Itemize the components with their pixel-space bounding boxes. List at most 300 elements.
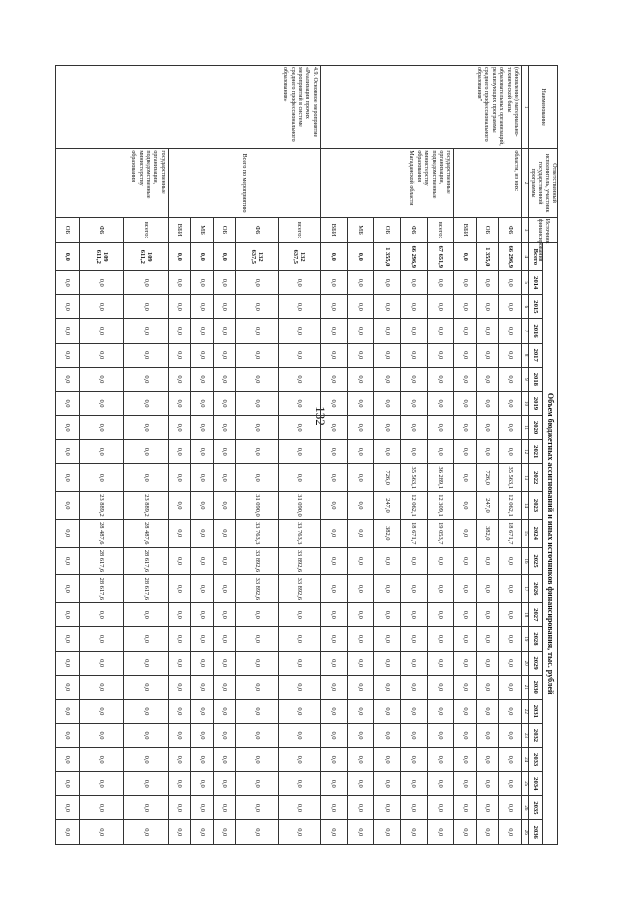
value-cell: 35 563,1 [499, 464, 522, 492]
value-cell: 0,0 [79, 343, 123, 367]
value-cell: 33 763,3 [278, 519, 320, 547]
value-cell: 0,0 [213, 796, 236, 820]
responsible-cell: государственные организации, подведомственные министерству образования Магаданской области [320, 149, 454, 217]
value-cell: 0,0 [236, 271, 278, 295]
value-cell: 0,0 [278, 723, 320, 747]
value-cell: 0,0 [191, 651, 214, 675]
value-cell: 0,0 [168, 796, 191, 820]
value-cell: 0,0 [79, 603, 123, 627]
value-cell: 0,0 [56, 675, 80, 699]
value-cell: 0,0 [79, 748, 123, 772]
value-cell: 0,0 [499, 627, 522, 651]
value-cell: 31 090,0 [278, 492, 320, 520]
total-cell: 0,0 [168, 243, 191, 271]
value-cell: 0,0 [191, 547, 214, 575]
value-cell: 33 763,3 [236, 519, 278, 547]
value-cell: 0,0 [374, 295, 401, 319]
value-cell: 0,0 [454, 723, 477, 747]
value-cell: 0,0 [236, 699, 278, 723]
value-cell: 0,0 [499, 820, 522, 845]
value-cell: 0,0 [56, 271, 80, 295]
value-cell: 19 053,7 [427, 519, 454, 547]
value-cell: 0,0 [499, 603, 522, 627]
value-cell: 0,0 [213, 416, 236, 440]
value-cell: 0,0 [191, 440, 214, 464]
value-cell: 0,0 [499, 699, 522, 723]
value-cell: 0,0 [476, 603, 499, 627]
value-cell: 0,0 [347, 575, 374, 603]
value-cell: 0,0 [454, 699, 477, 723]
value-cell: 0,0 [476, 651, 499, 675]
value-cell: 0,0 [347, 367, 374, 391]
value-cell: 0,0 [278, 748, 320, 772]
value-cell: 0,0 [79, 367, 123, 391]
source-cell: ОБ [374, 217, 401, 243]
value-cell: 0,0 [79, 651, 123, 675]
value-cell: 0,0 [427, 772, 454, 796]
value-cell: 0,0 [213, 748, 236, 772]
year-header: 2018 [529, 367, 544, 391]
col-volume-header: Объем бюджетных ассигнований и иных источников финансирования, тыс. рублей [543, 243, 558, 845]
value-cell: 0,0 [476, 772, 499, 796]
value-cell: 0,0 [79, 820, 123, 845]
value-cell: 0,0 [374, 603, 401, 627]
value-cell: 0,0 [213, 319, 236, 343]
value-cell: 0,0 [401, 343, 428, 367]
value-cell: 0,0 [213, 492, 236, 520]
value-cell: 0,0 [320, 603, 347, 627]
year-header: 2024 [529, 519, 544, 547]
value-cell: 0,0 [427, 319, 454, 343]
value-cell: 0,0 [427, 796, 454, 820]
column-index: 26 [522, 820, 529, 845]
value-cell: 0,0 [191, 519, 214, 547]
value-cell: 0,0 [427, 575, 454, 603]
value-cell: 0,0 [374, 675, 401, 699]
value-cell: 0,0 [427, 367, 454, 391]
value-cell: 0,0 [454, 367, 477, 391]
value-cell: 0,0 [213, 675, 236, 699]
value-cell: 33 892,6 [236, 547, 278, 575]
source-cell: всего: [427, 217, 454, 243]
value-cell: 0,0 [236, 319, 278, 343]
value-cell: 0,0 [401, 603, 428, 627]
value-cell: 0,0 [168, 603, 191, 627]
value-cell: 0,0 [191, 575, 214, 603]
year-header: 2017 [529, 343, 544, 367]
total-cell: 0,0 [56, 243, 80, 271]
value-cell: 0,0 [427, 820, 454, 845]
value-cell: 0,0 [476, 295, 499, 319]
value-cell: 0,0 [56, 416, 80, 440]
value-cell: 0,0 [191, 295, 214, 319]
year-header: 2028 [529, 627, 544, 651]
value-cell: 0,0 [320, 575, 347, 603]
value-cell: 0,0 [320, 391, 347, 415]
value-cell: 0,0 [476, 748, 499, 772]
column-index: 22 [522, 699, 529, 723]
value-cell: 0,0 [56, 772, 80, 796]
value-cell: 0,0 [320, 343, 347, 367]
col-source-header: Источник финансирования [529, 217, 558, 243]
column-index: 26 [522, 796, 529, 820]
total-cell: 132 637,5 [236, 243, 278, 271]
column-index: 1 [522, 66, 529, 149]
value-cell: 0,0 [476, 723, 499, 747]
source-cell: ОБ [476, 217, 499, 243]
value-cell: 18 671,7 [499, 519, 522, 547]
column-index: 17 [522, 575, 529, 603]
value-cell: 0,0 [476, 575, 499, 603]
value-cell: 0,0 [454, 492, 477, 520]
source-cell: МБ [347, 217, 374, 243]
value-cell: 0,0 [476, 343, 499, 367]
value-cell: 0,0 [236, 748, 278, 772]
value-cell: 0,0 [427, 440, 454, 464]
value-cell: 0,0 [124, 440, 168, 464]
value-cell: 0,0 [278, 343, 320, 367]
value-cell: 0,0 [168, 519, 191, 547]
value-cell: 0,0 [347, 723, 374, 747]
value-cell: 0,0 [401, 367, 428, 391]
value-cell: 0,0 [427, 723, 454, 747]
column-index: 18 [522, 603, 529, 627]
value-cell: 0,0 [454, 391, 477, 415]
value-cell: 0,0 [236, 675, 278, 699]
value-cell: 0,0 [213, 464, 236, 492]
value-cell: 0,0 [454, 440, 477, 464]
value-cell: 0,0 [191, 492, 214, 520]
column-index: 3 [522, 217, 529, 243]
value-cell: 0,0 [168, 343, 191, 367]
value-cell: 0,0 [320, 723, 347, 747]
value-cell: 33 892,6 [236, 575, 278, 603]
value-cell: 0,0 [320, 440, 347, 464]
value-cell: 0,0 [374, 723, 401, 747]
value-cell: 0,0 [56, 699, 80, 723]
value-cell: 0,0 [168, 772, 191, 796]
value-cell: 0,0 [79, 699, 123, 723]
value-cell: 0,0 [278, 772, 320, 796]
value-cell: 0,0 [56, 343, 80, 367]
year-header: 2035 [529, 796, 544, 820]
year-header: 2026 [529, 575, 544, 603]
value-cell: 0,0 [56, 575, 80, 603]
value-cell: 0,0 [124, 675, 168, 699]
total-cell: 0,0 [454, 243, 477, 271]
value-cell: 0,0 [374, 343, 401, 367]
value-cell: 0,0 [320, 748, 347, 772]
value-cell: 0,0 [191, 271, 214, 295]
value-cell: 0,0 [374, 748, 401, 772]
value-cell: 23 889,2 [124, 492, 168, 520]
value-cell: 0,0 [320, 820, 347, 845]
value-cell: 0,0 [401, 675, 428, 699]
value-cell: 0,0 [213, 547, 236, 575]
value-cell: 0,0 [454, 796, 477, 820]
column-index: 9 [522, 367, 529, 391]
value-cell: 0,0 [320, 627, 347, 651]
source-cell: МБ [191, 217, 214, 243]
value-cell: 0,0 [213, 772, 236, 796]
value-cell: 0,0 [56, 464, 80, 492]
total-cell: 67 651,9 [427, 243, 454, 271]
value-cell: 0,0 [320, 464, 347, 492]
value-cell: 0,0 [476, 271, 499, 295]
value-cell: 0,0 [476, 796, 499, 820]
value-cell: 0,0 [374, 271, 401, 295]
value-cell: 0,0 [454, 748, 477, 772]
value-cell: 0,0 [79, 295, 123, 319]
value-cell: 0,0 [191, 675, 214, 699]
value-cell: 33 892,6 [278, 575, 320, 603]
value-cell: 0,0 [278, 391, 320, 415]
value-cell: 0,0 [124, 416, 168, 440]
value-cell: 0,0 [427, 343, 454, 367]
value-cell: 0,0 [427, 416, 454, 440]
value-cell: 0,0 [401, 651, 428, 675]
value-cell: 0,0 [347, 820, 374, 845]
value-cell: 0,0 [499, 295, 522, 319]
column-index: 12 [522, 440, 529, 464]
value-cell: 0,0 [476, 319, 499, 343]
value-cell: 0,0 [124, 295, 168, 319]
value-cell: 0,0 [56, 492, 80, 520]
value-cell: 0,0 [168, 319, 191, 343]
value-cell: 0,0 [236, 820, 278, 845]
value-cell: 0,0 [374, 820, 401, 845]
value-cell: 0,0 [401, 547, 428, 575]
column-index: 14 [522, 492, 529, 520]
value-cell: 28 617,6 [79, 575, 123, 603]
value-cell: 0,0 [499, 748, 522, 772]
value-cell: 382,0 [374, 519, 401, 547]
value-cell: 0,0 [427, 603, 454, 627]
value-cell: 0,0 [499, 416, 522, 440]
value-cell: 0,0 [213, 391, 236, 415]
value-cell: 0,0 [213, 603, 236, 627]
column-index: 23 [522, 723, 529, 747]
source-cell: ФБ [401, 217, 428, 243]
value-cell: 0,0 [320, 492, 347, 520]
column-index: 2 [522, 149, 529, 217]
value-cell: 0,0 [401, 627, 428, 651]
total-cell: 0,0 [191, 243, 214, 271]
value-cell: 0,0 [347, 796, 374, 820]
value-cell: 0,0 [79, 440, 123, 464]
value-cell: 0,0 [427, 651, 454, 675]
value-cell: 0,0 [191, 391, 214, 415]
value-cell: 0,0 [56, 391, 80, 415]
value-cell: 33 892,6 [278, 547, 320, 575]
value-cell: 0,0 [168, 547, 191, 575]
value-cell: 0,0 [56, 295, 80, 319]
value-cell: 0,0 [236, 464, 278, 492]
value-cell: 0,0 [401, 699, 428, 723]
source-cell: ВБИ [320, 217, 347, 243]
value-cell: 0,0 [374, 627, 401, 651]
value-cell: 0,0 [56, 367, 80, 391]
column-index: 7 [522, 319, 529, 343]
value-cell: 0,0 [168, 295, 191, 319]
value-cell: 0,0 [79, 772, 123, 796]
value-cell: 0,0 [499, 271, 522, 295]
value-cell: 0,0 [320, 319, 347, 343]
column-index: 5 [522, 271, 529, 295]
value-cell: 0,0 [454, 772, 477, 796]
value-cell: 0,0 [79, 464, 123, 492]
value-cell: 0,0 [191, 343, 214, 367]
value-cell: 0,0 [213, 699, 236, 723]
value-cell: 0,0 [499, 575, 522, 603]
year-header: 2027 [529, 603, 544, 627]
value-cell: 0,0 [476, 820, 499, 845]
value-cell: 0,0 [347, 699, 374, 723]
column-index: 21 [522, 675, 529, 699]
value-cell: 0,0 [278, 651, 320, 675]
column-index: 6 [522, 295, 529, 319]
column-index: 19 [522, 627, 529, 651]
value-cell: 0,0 [168, 367, 191, 391]
value-cell: 0,0 [213, 575, 236, 603]
year-header: 2022 [529, 464, 544, 492]
value-cell: 0,0 [168, 492, 191, 520]
value-cell: 0,0 [278, 603, 320, 627]
value-cell: 0,0 [278, 820, 320, 845]
value-cell: 0,0 [213, 651, 236, 675]
value-cell: 0,0 [347, 416, 374, 440]
value-cell: 0,0 [499, 391, 522, 415]
value-cell: 0,0 [374, 547, 401, 575]
value-cell: 0,0 [278, 440, 320, 464]
year-header: 2019 [529, 391, 544, 415]
value-cell: 0,0 [56, 820, 80, 845]
table-row [427, 66, 454, 845]
value-cell: 0,0 [168, 748, 191, 772]
value-cell: 28 617,6 [79, 547, 123, 575]
row-name-cell: (обновление) материально-технической базы образовательных организаций, реализующих программы среднего профессионального образования" [320, 66, 521, 149]
value-cell: 0,0 [124, 464, 168, 492]
value-cell: 0,0 [427, 271, 454, 295]
value-cell: 0,0 [168, 575, 191, 603]
source-cell: ВБИ [168, 217, 191, 243]
value-cell: 0,0 [236, 772, 278, 796]
value-cell: 0,0 [124, 319, 168, 343]
value-cell: 0,0 [320, 416, 347, 440]
value-cell: 726,0 [476, 464, 499, 492]
value-cell: 0,0 [374, 699, 401, 723]
value-cell: 0,0 [79, 675, 123, 699]
value-cell: 0,0 [401, 723, 428, 747]
value-cell: 0,0 [168, 391, 191, 415]
value-cell: 0,0 [191, 772, 214, 796]
year-header: 2016 [529, 319, 544, 343]
value-cell: 0,0 [168, 416, 191, 440]
value-cell: 0,0 [499, 772, 522, 796]
value-cell: 0,0 [168, 464, 191, 492]
value-cell: 0,0 [56, 603, 80, 627]
source-cell: ВБИ [454, 217, 477, 243]
value-cell: 0,0 [347, 492, 374, 520]
column-index: 8 [522, 343, 529, 367]
value-cell: 0,0 [278, 271, 320, 295]
year-header: 2025 [529, 547, 544, 575]
value-cell: 0,0 [499, 547, 522, 575]
value-cell: 0,0 [347, 547, 374, 575]
column-index: 16 [522, 547, 529, 575]
value-cell: 0,0 [347, 271, 374, 295]
value-cell: 0,0 [79, 627, 123, 651]
row-name-cell: 4.9. Основное мероприятие «Реализация прочих мероприятий в системе среднего профессионального образования» [56, 66, 321, 149]
value-cell: 0,0 [213, 440, 236, 464]
total-cell: 109 611,2 [124, 243, 168, 271]
total-cell: 109 611,2 [79, 243, 123, 271]
year-header: 2015 [529, 295, 544, 319]
value-cell: 0,0 [213, 519, 236, 547]
value-cell: 0,0 [454, 675, 477, 699]
value-cell: 0,0 [374, 440, 401, 464]
value-cell: 0,0 [124, 772, 168, 796]
value-cell: 0,0 [213, 343, 236, 367]
value-cell: 0,0 [236, 295, 278, 319]
value-cell: 0,0 [499, 651, 522, 675]
value-cell: 0,0 [347, 440, 374, 464]
value-cell: 0,0 [427, 699, 454, 723]
value-cell: 0,0 [124, 343, 168, 367]
value-cell: 0,0 [347, 519, 374, 547]
value-cell: 0,0 [191, 416, 214, 440]
value-cell: 0,0 [213, 820, 236, 845]
year-header: 2020 [529, 416, 544, 440]
value-cell: 247,0 [374, 492, 401, 520]
value-cell: 28 487,6 [124, 519, 168, 547]
value-cell: 0,0 [168, 675, 191, 699]
value-cell: 0,0 [476, 699, 499, 723]
value-cell: 0,0 [191, 820, 214, 845]
value-cell: 0,0 [191, 464, 214, 492]
value-cell: 0,0 [476, 675, 499, 699]
value-cell: 0,0 [320, 699, 347, 723]
value-cell: 0,0 [236, 416, 278, 440]
total-cell: 0,0 [347, 243, 374, 271]
value-cell: 0,0 [124, 796, 168, 820]
total-cell: 0,0 [320, 243, 347, 271]
value-cell: 0,0 [56, 440, 80, 464]
document-sheet [63, 65, 558, 845]
value-cell: 0,0 [374, 319, 401, 343]
total-cell: 66 296,9 [401, 243, 428, 271]
column-index: 24 [522, 748, 529, 772]
value-cell: 0,0 [454, 519, 477, 547]
value-cell: 0,0 [347, 391, 374, 415]
col-name-header: Наименование [529, 66, 558, 149]
value-cell: 0,0 [347, 675, 374, 699]
source-cell: ФБ [236, 217, 278, 243]
value-cell: 28 617,6 [124, 547, 168, 575]
value-cell: 0,0 [79, 391, 123, 415]
year-header: 2036 [529, 820, 544, 845]
value-cell: 0,0 [56, 748, 80, 772]
value-cell: 23 889,2 [79, 492, 123, 520]
total-cell: 132 637,5 [278, 243, 320, 271]
value-cell: 0,0 [236, 603, 278, 627]
value-cell: 726,0 [374, 464, 401, 492]
value-cell: 0,0 [499, 796, 522, 820]
value-cell: 0,0 [454, 319, 477, 343]
value-cell: 247,0 [476, 492, 499, 520]
value-cell: 0,0 [347, 319, 374, 343]
year-header: 2033 [529, 748, 544, 772]
